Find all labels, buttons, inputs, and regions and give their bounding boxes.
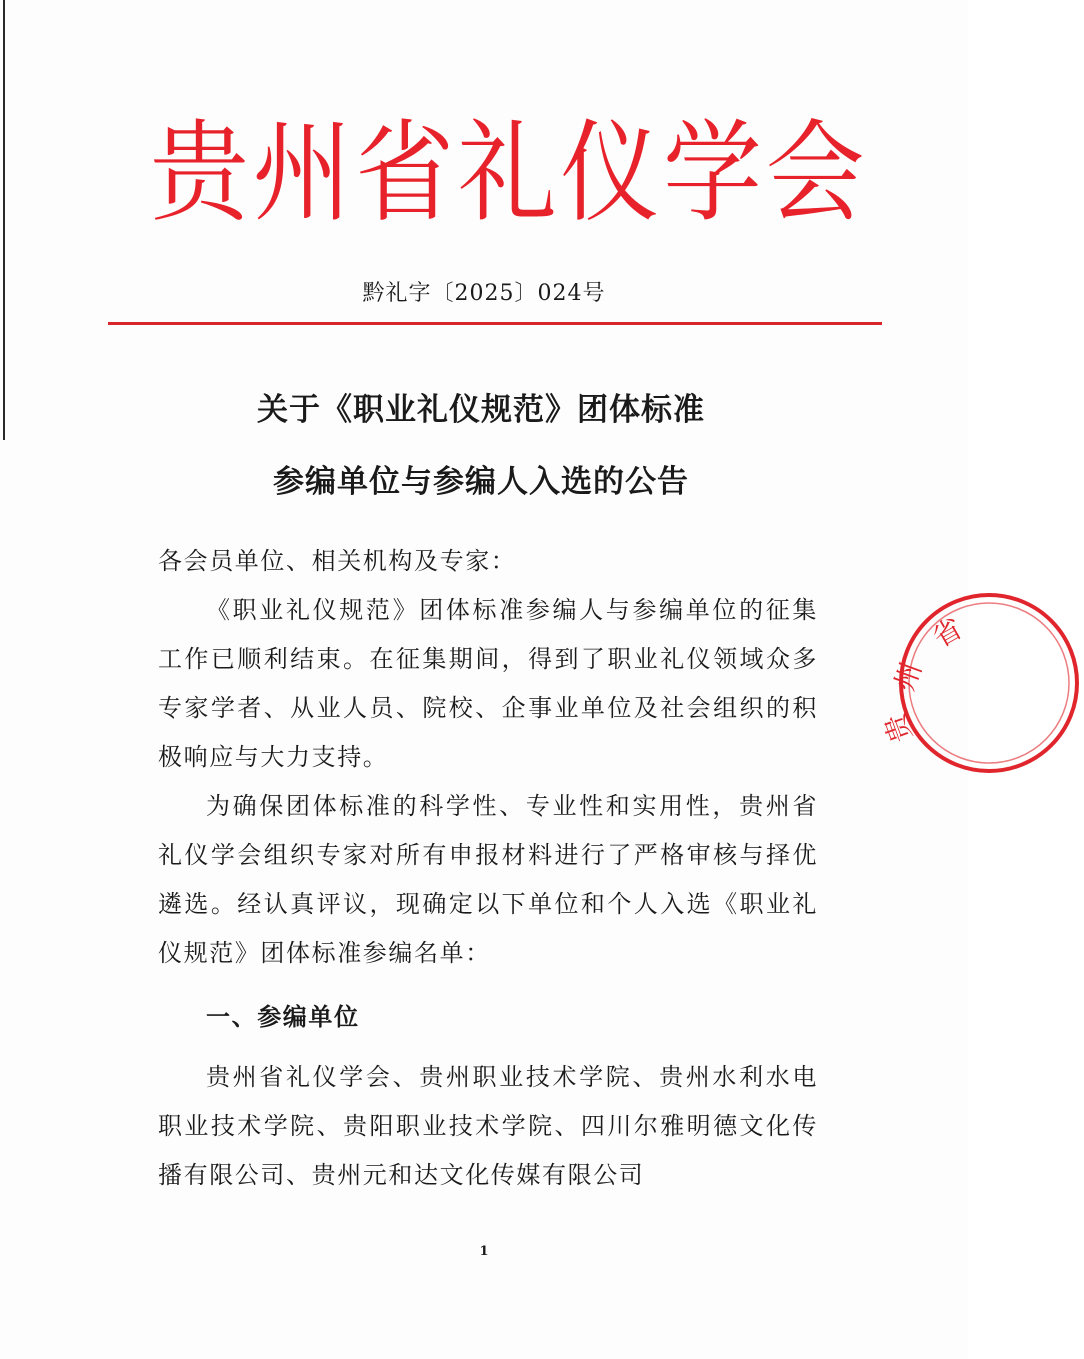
paragraph-1: 《职业礼仪规范》团体标准参编人与参编单位的征集工作已顺利结束。在征集期间，得到了职业礼仪领域众多专家学者、从业人员、院校、企事业单位及社会组织的积极响应与大力支持。 xyxy=(158,596,818,771)
red-divider-line xyxy=(108,322,882,325)
svg-text:省: 省 xyxy=(927,611,968,655)
svg-text:贵: 贵 xyxy=(877,709,919,747)
svg-text:州: 州 xyxy=(887,657,929,696)
section-heading: 一、参编单位 xyxy=(206,1002,360,1031)
page-edge-line xyxy=(3,0,5,440)
document-title-line-2: 参编单位与参编人入选的公告 xyxy=(273,464,689,500)
organization-header: 贵州省礼仪学会 xyxy=(150,109,869,237)
section-content: 贵州省礼仪学会、贵州职业技术学院、贵州水利水电职业技术学院、贵阳职业技术学院、四川尔雅明德文化传播有限公司、贵州元和达文化传媒有限公司 xyxy=(158,1063,818,1189)
salutation: 各会员单位、相关机构及专家： xyxy=(158,547,517,575)
official-seal-stamp xyxy=(877,588,1084,778)
paragraph-2: 为确保团体标准的科学性、专业性和实用性，贵州省礼仪学会组织专家对所有申报材料进行了严格审核与择优遴选。经认真评议，现确定以下单位和个人入选《职业礼仪规范》团体标准参编名单： xyxy=(158,792,818,967)
document-title-line-1: 关于《职业礼仪规范》团体标准 xyxy=(257,392,705,428)
document-number: 黔礼字〔2025〕024号 xyxy=(362,281,606,306)
page-number: 1 xyxy=(479,1244,489,1259)
